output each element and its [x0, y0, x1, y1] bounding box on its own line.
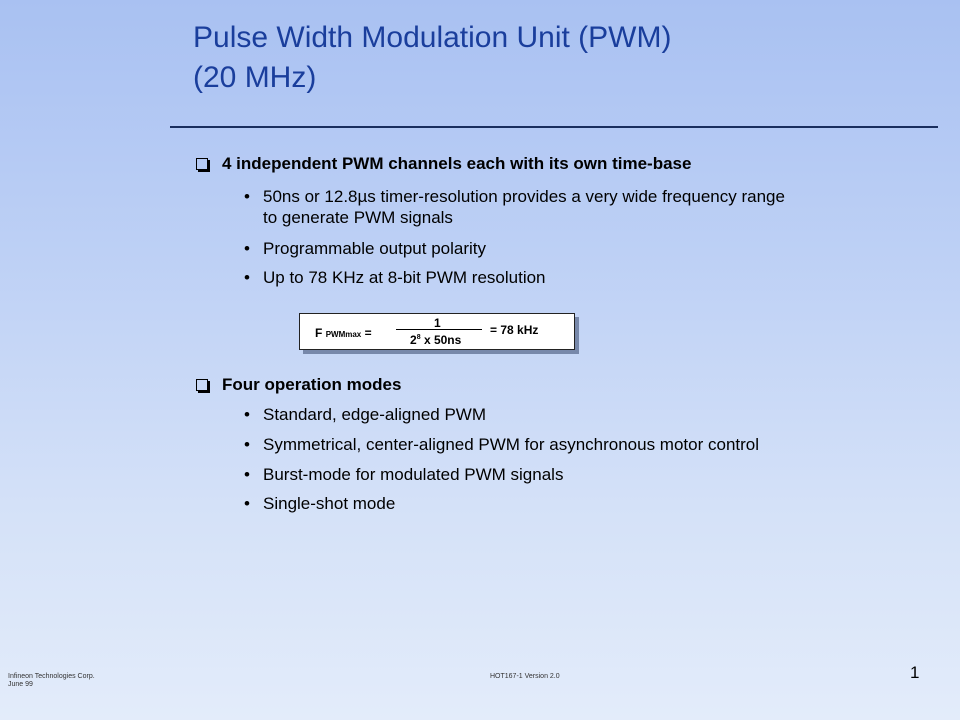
- list-item-text: Burst-mode for modulated PWM signals: [263, 465, 564, 484]
- formula-lhs-symbol: F: [315, 326, 323, 340]
- list-item-text: Standard, edge-aligned PWM: [263, 405, 487, 424]
- formula-fraction-bar: [396, 329, 482, 330]
- list-item-text: Programmable output polarity: [263, 239, 487, 258]
- checkbox-bullet-icon: [196, 158, 208, 170]
- bullet-dot-icon: •: [244, 465, 250, 484]
- list-item-text: to generate PWM signals: [263, 208, 453, 227]
- formula-result: = 78 kHz: [490, 323, 539, 337]
- bullet-dot-icon: •: [244, 405, 250, 424]
- formula-numerator: 1: [434, 316, 441, 330]
- formula-denominator-exponent: 8: [416, 334, 421, 341]
- formula-lhs: [315, 326, 372, 340]
- footer-company: Infineon Technologies Corp.: [8, 673, 95, 680]
- bullet-dot-icon: •: [244, 494, 250, 513]
- bullet-dot-icon: •: [244, 187, 250, 206]
- formula-box: [299, 313, 575, 350]
- slide-title-line-1: Pulse Width Modulation Unit (PWM): [193, 21, 672, 54]
- slide-title: [193, 18, 893, 98]
- section-heading-modes: [193, 375, 401, 395]
- footer-document-id: HOT167-1 Version 2.0: [490, 673, 560, 680]
- section-heading-text: 4 independent PWM channels each with its own time-base: [222, 154, 692, 173]
- bullet-dot-icon: •: [244, 268, 250, 287]
- list-item-text: Single-shot mode: [263, 494, 396, 513]
- bullet-dot-icon: •: [244, 239, 250, 258]
- formula-denominator: [410, 333, 461, 347]
- bullet-dot-icon: •: [244, 435, 250, 454]
- slide-title-line-2: (20 MHz): [193, 61, 317, 94]
- formula-denominator-base: 2: [410, 333, 417, 347]
- footer-date: June 99: [8, 681, 33, 688]
- formula-denominator-rest: x 50ns: [423, 333, 462, 347]
- checkbox-bullet-icon: [196, 379, 208, 391]
- page-number: 1: [910, 663, 920, 682]
- list-item-text: Symmetrical, center-aligned PWM for asynchronous motor control: [263, 435, 760, 454]
- footer-company-block: [8, 673, 95, 689]
- formula-lhs-subscript: PWMmax: [325, 330, 362, 339]
- list-item-text: Up to 78 KHz at 8-bit PWM resolution: [263, 268, 546, 287]
- list-item-text: 50ns or 12.8µs timer-resolution provides a very wide frequency range: [263, 187, 785, 206]
- section-heading-text: Four operation modes: [222, 375, 402, 394]
- formula-equals: =: [364, 326, 372, 340]
- section-heading-channels: [193, 154, 691, 174]
- title-divider: [170, 126, 938, 128]
